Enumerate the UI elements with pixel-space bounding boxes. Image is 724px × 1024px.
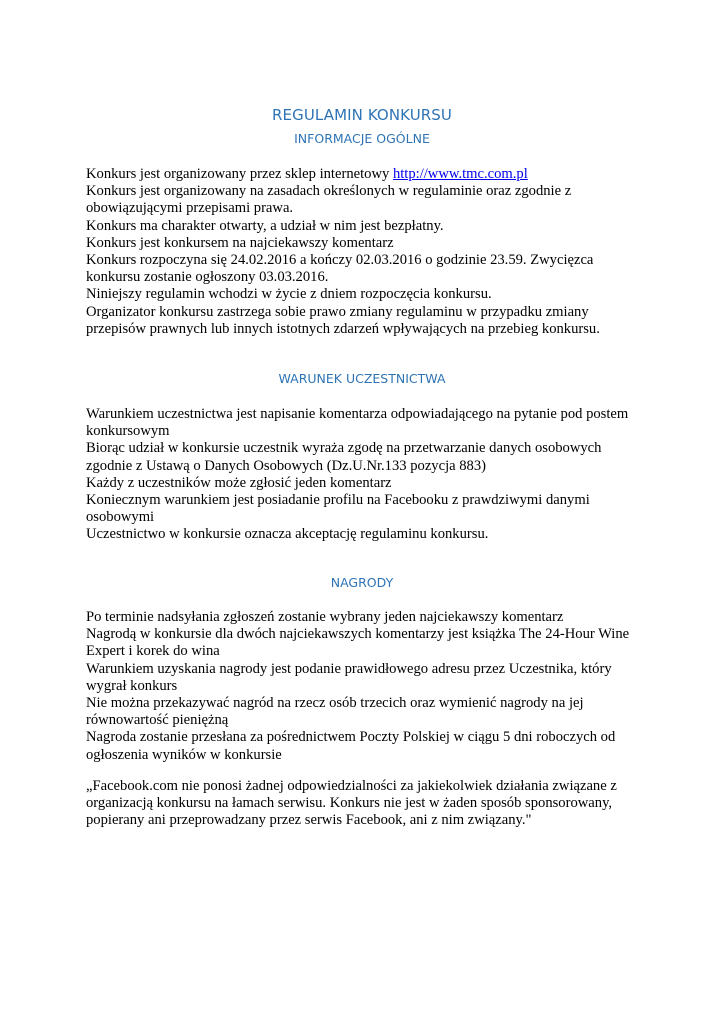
list-item: Organizator konkursu zastrzega sobie prawo zmiany regulaminu w przypadku zmiany przepisów prawnych lub innych istotnych zdarzeń wpływających na przebieg konkursu. <box>86 303 600 337</box>
list-item: Konkurs ma charakter otwarty, a udział w nim jest bezpłatny. <box>86 217 444 234</box>
list-item: Uczestnictwo w konkursie oznacza akceptację regulaminu konkursu. <box>86 526 489 543</box>
shop-link[interactable]: http://www.tmc.com.pl <box>392 166 528 182</box>
list-item: Nagroda zostanie przesłana za pośrednictwem Poczty Polskiej w ciągu 5 dni roboczych od ogłoszenia wyników w konkursie <box>86 729 616 763</box>
section-heading-informacje: INFORMACJE OGÓLNE <box>294 131 430 146</box>
list-item-text: Konkurs jest organizowany przez sklep internetowy <box>86 166 393 182</box>
list-item: Biorąc udział w konkursie uczestnik wyraża zgodę na przetwarzanie danych osobowych zgodnie z Ustawą o Danych Osobowych (Dz.U.Nr.133 pozycja 883) <box>86 440 602 474</box>
section-list-nagrody <box>86 609 646 764</box>
list-item: Każdy z uczestników może zgłosić jeden komentarz <box>86 474 392 491</box>
list-item <box>86 166 646 183</box>
list-item: Koniecznym warunkiem jest posiadanie profilu na Facebooku z prawdziwymi danymi osobowymi <box>86 492 590 526</box>
section-list-warunek <box>86 406 646 544</box>
list-item: Konkurs jest konkursem na najciekawszy komentarz <box>86 234 394 251</box>
list-item: Po terminie nadsyłania zgłoszeń zostanie wybrany jeden najciekawszy komentarz <box>86 609 564 625</box>
list-item: Niniejszy regulamin wchodzi w życie z dniem rozpoczęcia konkursu. <box>86 286 492 303</box>
list-item: Warunkiem uzyskania nagrody jest podanie prawidłowego adresu przez Uczestnika, który wygrał konkurs <box>86 660 612 694</box>
list-item: Konkurs rozpoczyna się 24.02.2016 a kończy 02.03.2016 o godzinie 23.59. Zwycięzca konkursu zostanie ogłoszony 03.03.2016. <box>86 252 594 286</box>
list-item: Nie można przekazywać nagród na rzecz osób trzecich oraz wymienić nagrody na jej równowartość pieniężną <box>86 695 584 729</box>
section-list-informacje <box>86 166 646 338</box>
list-item: Nagrodą w konkursie dla dwóch najciekawszych komentarzy jest książka The 24-Hour Wine Expert i korek do wina <box>86 626 630 660</box>
list-item: Konkurs jest organizowany na zasadach określonych w regulaminie oraz zgodnie z obowiązującymi przepisami prawa. <box>86 183 572 217</box>
list-item: Warunkiem uczestnictwa jest napisanie komentarza odpowiadającego na pytanie pod postem konkursowym <box>86 406 629 440</box>
facebook-disclaimer: „Facebook.com nie ponosi żadnej odpowiedzialności za jakiekolwiek działania związane z organizacją konkursu na łamach serwisu. Konkurs nie jest w żaden sposób sponsorowany, popierany ani przeprowadzany przez serwis Facebook, ani z nim związany." <box>86 778 617 829</box>
section-heading-warunek: WARUNEK UCZESTNICTWA <box>278 371 446 386</box>
document-title: REGULAMIN KONKURSU <box>272 106 452 124</box>
section-heading-nagrody: NAGRODY <box>330 575 394 590</box>
